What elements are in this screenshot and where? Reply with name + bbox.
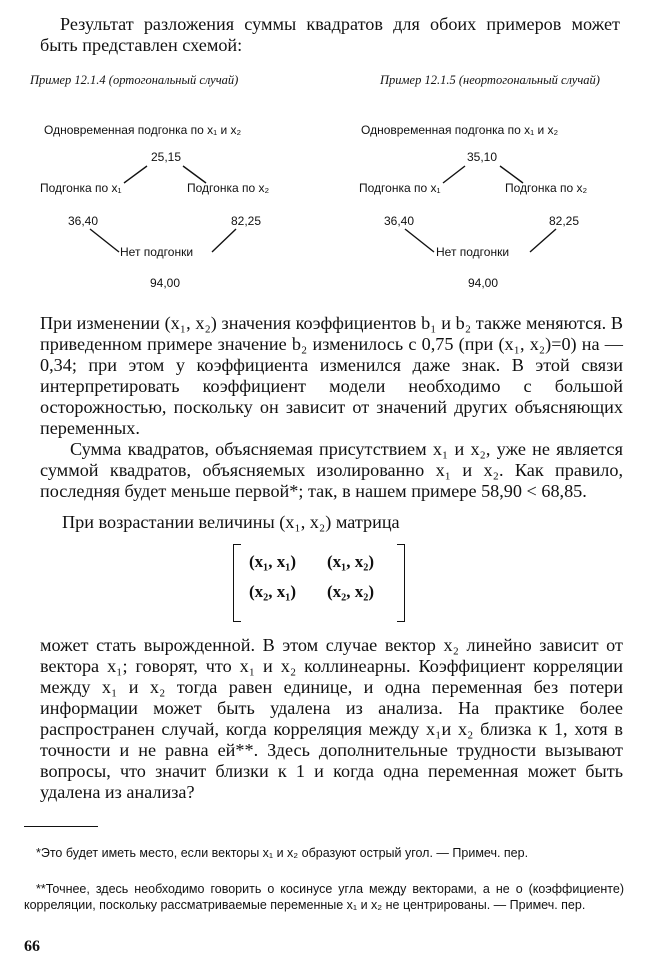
example-1-joint-value: 25,15 bbox=[151, 150, 182, 164]
footnote-2 bbox=[24, 881, 624, 913]
matrix-right-bracket bbox=[397, 544, 405, 622]
example-2-fit-x1: Подгонка по x₁ bbox=[359, 181, 441, 195]
footnote-1 bbox=[24, 845, 624, 861]
paragraph-matrix-intro bbox=[40, 512, 623, 533]
paragraph-collinearity: может стать вырожденной. В этом случае вектор x₂ линейно зависит от вектора x₁; говорят, что x₁ и x₂ коллинеарны. Коэффициент корреляции между x₁ и x₂ тогда равен единице, и одна переменная без потери информации может быть удалена из анализа. На практике более распространен случай, когда корреляция между x₁и x₂ близка к 1, хотя в точности и не равна ей**. Здесь дополнительные трудности вызывают вопросы, что значит близки к 1 и когда одна переменная может быть удалена из анализа? bbox=[40, 635, 623, 802]
paragraph-sum-squares-text: Сумма квадратов, объясняемая присутствием x₁ и x₂, уже не является суммой квадратов, объясняемых изолированно x₁ и x₂. Как правило, последняя будет меньше первой*; так, в нашем примере 58,90 < 68,85. bbox=[40, 439, 623, 501]
matrix-cell-r1c2: (x₁, x₂) bbox=[327, 552, 375, 571]
example-1-no-fit: Нет подгонки bbox=[120, 245, 194, 259]
footnote-2-text: **Точнее, здесь необходимо говорить о косинусе угла между векторами, а не о (коэффициенте) корреляции, поскольку рассматриваемые переменные x₁ и x₂ не центрированы. — Примеч. пер. bbox=[24, 882, 624, 912]
example-2-x2-value: 82,25 bbox=[549, 214, 580, 228]
example-1-fit-x2: Подгонка по x₂ bbox=[187, 181, 270, 195]
example-2-no-fit: Нет подгонки bbox=[436, 245, 510, 259]
paragraph-coefficients: При изменении (x₁, x₂) значения коэффициентов b₁ и b₂ также меняются. В приведенном примере значение b₂ изменилось с 0,75 (при (x₁, x₂)=0) на —0,34; при этом у коэффициента изменился даже знак. В этой связи интерпретировать коэффициент модели необходимо с большой осторожностью, поскольку он зависит от значений других объясняющих переменных. bbox=[40, 313, 623, 438]
example-2-connector-lines bbox=[0, 0, 650, 300]
gram-matrix bbox=[233, 544, 405, 620]
matrix-left-bracket bbox=[233, 544, 241, 622]
example-2-total: 94,00 bbox=[468, 276, 499, 290]
example-1-title: Пример 12.1.4 (ортогональный случай) bbox=[30, 73, 239, 87]
matrix-cell-r1c1: (x₁, x₁) bbox=[249, 552, 297, 571]
example-2-title: Пример 12.1.5 (неортогональный случай) bbox=[380, 73, 600, 87]
matrix-cell-r2c1: (x₂, x₁) bbox=[249, 582, 297, 601]
paragraph-sum-squares bbox=[40, 439, 623, 502]
example-1-x2-value: 82,25 bbox=[231, 214, 262, 228]
paragraph-matrix-intro-text: При возрастании величины (x₁, x₂) матрица bbox=[62, 512, 400, 532]
example-1-joint-fit: Одновременная подгонка по x₁ и x₂ bbox=[44, 123, 242, 137]
footnote-separator bbox=[24, 826, 98, 827]
example-1-total: 94,00 bbox=[150, 276, 181, 290]
example-2-x1-value: 36,40 bbox=[384, 214, 415, 228]
matrix-cell-r2c2: (x₂, x₂) bbox=[327, 582, 375, 601]
example-1-x1-value: 36,40 bbox=[68, 214, 99, 228]
page-number: 66 bbox=[24, 938, 40, 955]
example-2-joint-value: 35,10 bbox=[467, 150, 498, 164]
footnote-1-text: *Это будет иметь место, если векторы x₁ и x₂ образуют острый угол. — Примеч. пер. bbox=[36, 846, 529, 860]
intro-text: Результат разложения суммы квадратов для обоих примеров может быть представлен схемой: bbox=[40, 14, 620, 55]
example-2-joint-fit: Одновременная подгонка по x₁ и x₂ bbox=[361, 123, 559, 137]
example-2-fit-x2: Подгонка по x₂ bbox=[505, 181, 588, 195]
example-1-fit-x1: Подгонка по x₁ bbox=[40, 181, 122, 195]
